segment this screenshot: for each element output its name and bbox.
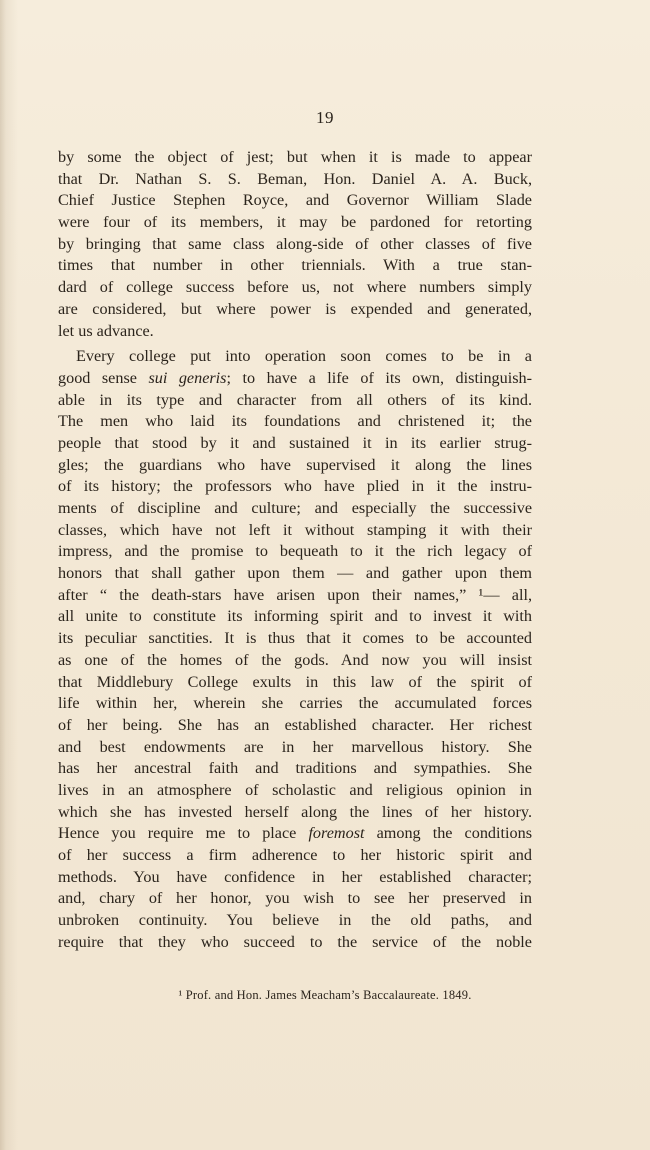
paragraph: [58, 147, 532, 342]
text-line: impress, and the promise to bequeath to it the rich legacy of: [58, 542, 532, 561]
text-line: that Dr. Nathan S. S. Beman, Hon. Daniel A. A. Buck,: [58, 169, 532, 188]
text-line: its peculiar sanctities. It is thus that it comes to be accounted: [58, 629, 532, 648]
text-line: life within her, wherein she carries the accumulated forces: [58, 694, 532, 713]
text-line: Chief Justice Stephen Royce, and Governor William Slade: [58, 191, 532, 210]
text-line: of her success a firm adherence to her historic spirit and: [58, 846, 532, 864]
text-line: as one of the homes of the gods. And now you will insist: [58, 650, 532, 669]
text-line: that Middlebury College exults in this law of the spirit of: [58, 672, 532, 691]
text-line: times that number in other triennials. With a true stan-: [58, 256, 532, 275]
italic-phrase: foremost: [308, 824, 365, 843]
text-line: able in its type and character from all others of its kind.: [58, 390, 532, 409]
text-line: unbroken continuity. You believe in the old paths, and: [58, 911, 532, 930]
text-line: of its history; the professors who have plied in it the instru-: [58, 477, 532, 496]
text-line: ments of discipline and culture; and especially the successive: [58, 499, 532, 517]
text-line: has her ancestral faith and traditions and sympathies. She: [58, 759, 532, 778]
text-line: which she has invested herself along the lines of her history.: [58, 802, 532, 821]
text-line: The men who laid its foundations and christened it; the: [58, 412, 532, 431]
text-line: methods. You have confidence in her established character;: [58, 867, 532, 886]
text-line: after “ the death-stars have arisen upon their names,” ¹— all,: [58, 585, 532, 604]
body-text: [58, 147, 532, 953]
text-line: all unite to constitute its informing spirit and to invest it with: [58, 607, 532, 626]
text-line: let us advance.: [58, 321, 154, 340]
text-line: classes, which have not left it without stamping it with their: [58, 520, 532, 539]
text-line: honors that shall gather upon them — and gather upon them: [58, 564, 532, 583]
footnote: ¹ Prof. and Hon. James Meacham’s Baccalaureate. 1849.: [178, 988, 472, 1002]
text-line: were four of its members, it may be pardoned for retorting: [58, 213, 532, 232]
text-line: lives in an atmosphere of scholastic and religious opinion in: [58, 780, 532, 799]
text-line: and best endowments are in her marvellous history. She: [58, 737, 532, 756]
text-line: and, chary of her honor, you wish to see her preserved in: [58, 889, 532, 908]
text-line: Hence you require me to place foremost among the conditions: [58, 824, 533, 843]
text-line: by bringing that same class along-side of other classes of five: [58, 234, 532, 253]
text-line: gles; the guardians who have supervised it along the lines: [58, 455, 532, 474]
text-line: of her being. She has an established character. Her richest: [58, 715, 532, 734]
paragraph: [58, 346, 532, 953]
text-line: dard of college success before us, not where numbers simply: [58, 278, 532, 297]
text-line: require that they who succeed to the service of the noble: [58, 932, 532, 951]
text-line: by some the object of jest; but when it is made to appear: [58, 148, 532, 166]
text-line: good sense sui generis; to have a life of its own, distinguish-: [58, 368, 533, 387]
text-line: people that stood by it and sustained it in its earlier strug-: [58, 433, 532, 452]
text-line: Every college put into operation soon comes to be in a: [76, 347, 532, 366]
page-number: 19: [316, 108, 334, 127]
italic-phrase: sui generis: [148, 368, 227, 387]
text-line: are considered, but where power is expended and generated,: [58, 299, 532, 318]
